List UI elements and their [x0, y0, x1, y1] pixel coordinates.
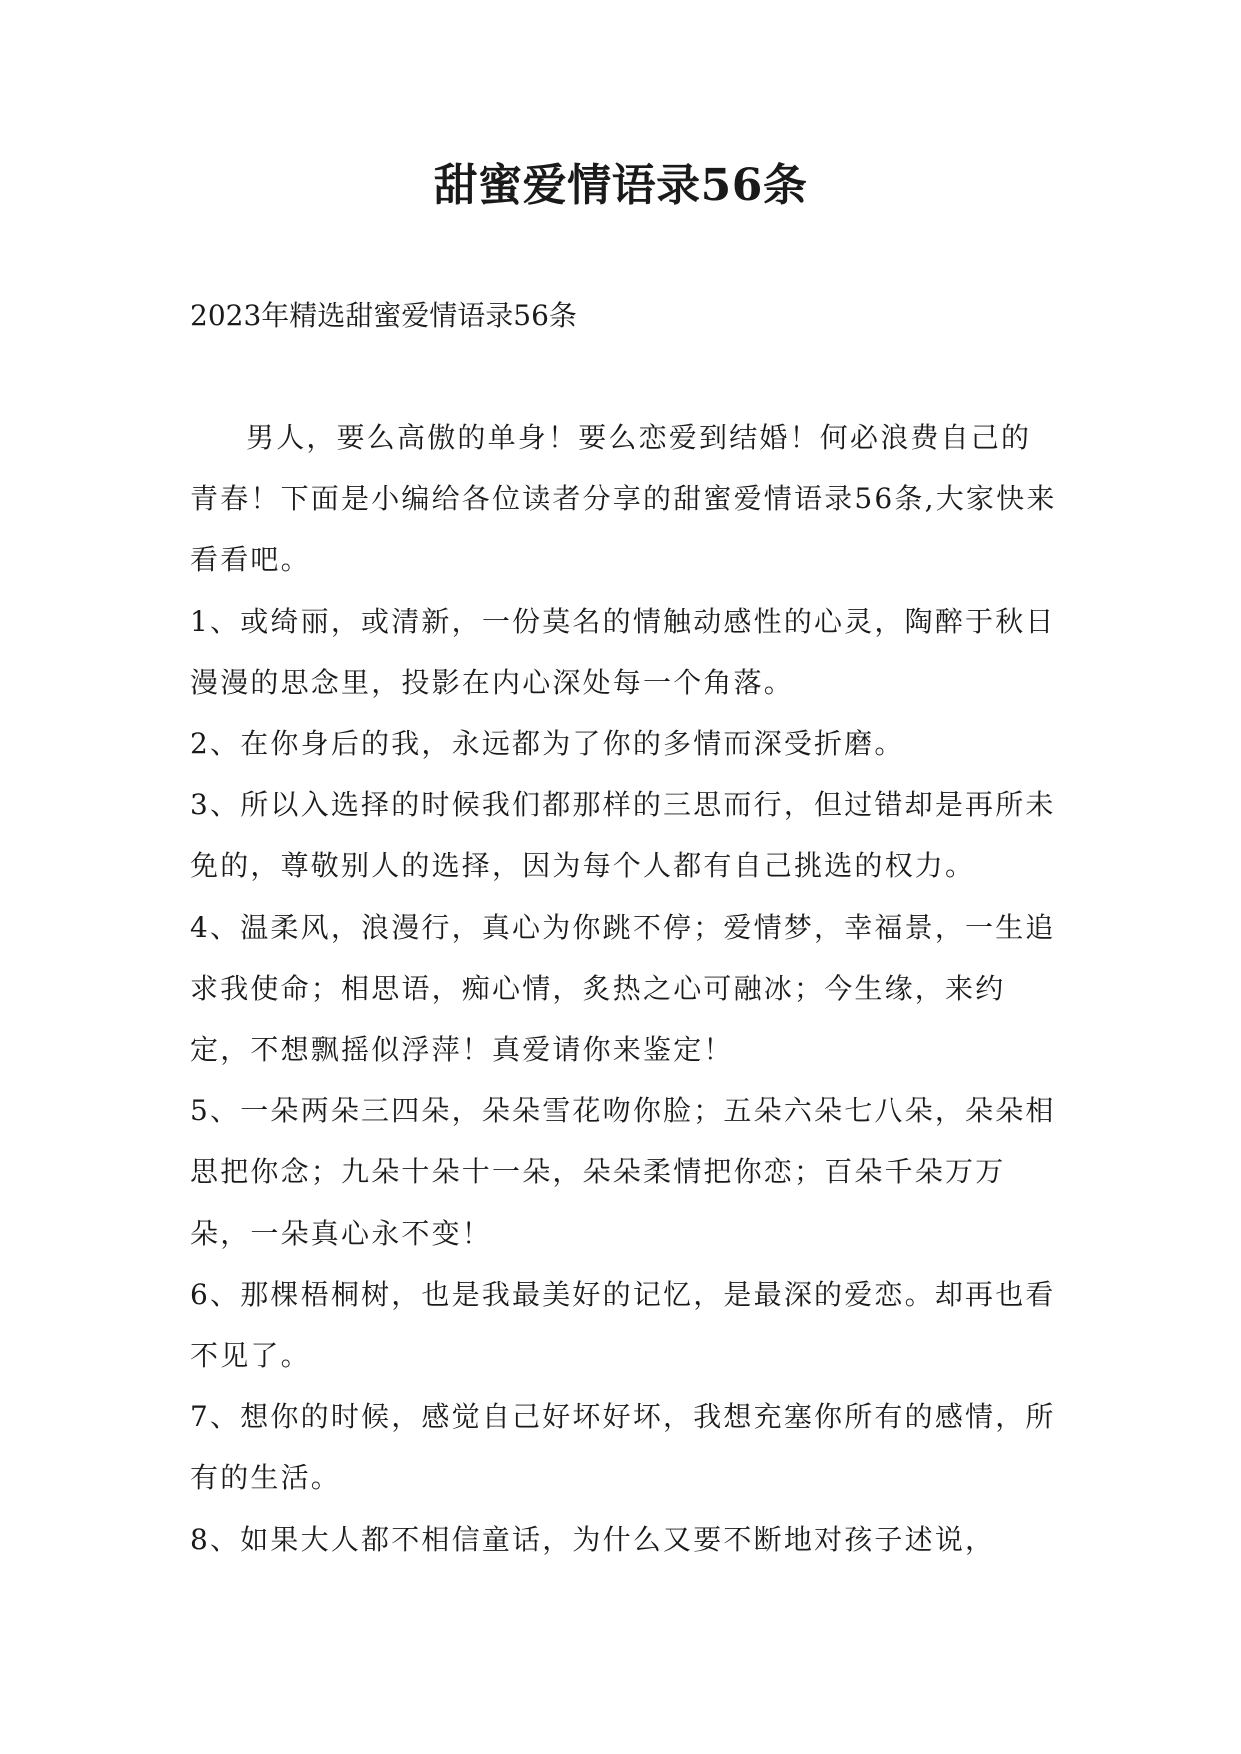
- document-body: [190, 407, 1060, 1570]
- list-item: 6、那棵梧桐树，也是我最美好的记忆，是最深的爱恋。却再也看不见了。: [190, 1277, 1056, 1373]
- list-item: 4、温柔风，浪漫行，真心为你跳不停；爱情梦，幸福景，一生追求我使命；相思语，痴心情，炙热之心可融冰；今生缘，来约定，不想飘摇似浮萍！真爱请你来鉴定！: [190, 910, 1056, 1067]
- document-title: 甜蜜爱情语录56条: [433, 160, 808, 211]
- list-item: 5、一朵两朵三四朵，朵朵雪花吻你脸；五朵六朵七八朵，朵朵相思把你念；九朵十朵十一朵，朵朵柔情把你恋；百朵千朵万万朵，一朵真心永不变！: [190, 1094, 1056, 1250]
- document-subtitle: 2023年精选甜蜜爱情语录56条: [190, 299, 577, 332]
- list-item: 3、所以入选择的时候我们都那样的三思而行，但过错却是再所未免的，尊敬别人的选择，因为每个人都有自己挑选的权力。: [190, 788, 1056, 883]
- list-item: 1、或绮丽，或清新，一份莫名的情触动感性的心灵，陶醉于秋日漫漫的思念里，投影在内心深处每一个角落。: [190, 604, 1056, 699]
- list-item: 7、想你的时候，感觉自己好坏好坏，我想充塞你所有的感情，所有的生活。: [190, 1400, 1056, 1495]
- list-item: 8、如果大人都不相信童话，为什么又要不断地对孩子述说，: [190, 1522, 996, 1556]
- intro-paragraph: 男人，要么高傲的单身！要么恋爱到结婚！何必浪费自己的青春！下面是小编给各位读者分享的甜蜜爱情语录56条,大家快来看看吧。: [190, 421, 1057, 577]
- list-item: 2、在你身后的我，永远都为了你的多情而深受折磨。: [190, 727, 905, 761]
